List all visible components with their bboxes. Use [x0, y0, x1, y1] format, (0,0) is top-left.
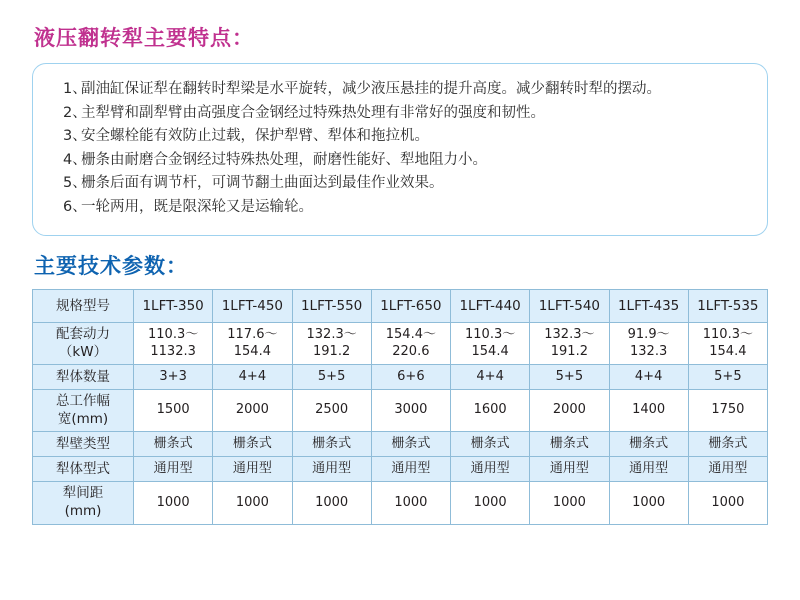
- table-cell: 栅条式: [451, 432, 530, 457]
- feature-number: 3、: [63, 128, 87, 145]
- table-cell: [371, 323, 450, 365]
- table-row: [33, 482, 768, 524]
- cell-line1: 110.3～: [465, 326, 516, 342]
- table-cell: 1000: [213, 482, 292, 524]
- feature-number: 6、: [63, 198, 87, 215]
- table-cell: [688, 323, 767, 365]
- table-cell: 3+3: [134, 365, 213, 390]
- feature-item: [63, 196, 745, 219]
- feature-item: [63, 149, 745, 172]
- table-header-cell: 1LFT-440: [451, 290, 530, 323]
- cell-line1: 132.3～: [544, 326, 595, 342]
- feature-text: 栅条后面有调节杆，可调节翻土曲面达到最佳作业效果。: [81, 175, 444, 192]
- feature-item: [63, 78, 745, 101]
- table-cell: 1000: [609, 482, 688, 524]
- table-cell: [530, 323, 609, 365]
- cell-line1: 154.4～: [385, 326, 436, 342]
- table-cell: 1000: [530, 482, 609, 524]
- row-label-line1: 犁间距: [62, 485, 104, 502]
- table-cell: 栅条式: [292, 432, 371, 457]
- table-cell: 通用型: [451, 457, 530, 482]
- row-label-line2: (mm): [64, 503, 102, 520]
- features-box: [32, 63, 768, 236]
- table-cell: 3000: [371, 390, 450, 432]
- table-header-cell: 1LFT-535: [688, 290, 767, 323]
- table-cell: 1000: [292, 482, 371, 524]
- row-label: [33, 482, 134, 524]
- row-label-line2: （kW）: [58, 343, 108, 360]
- table-cell: [292, 323, 371, 365]
- row-label: 犁壁类型: [33, 432, 134, 457]
- cell-line1: 91.9～: [627, 326, 670, 342]
- cell-line2: 1132.3: [150, 343, 196, 359]
- row-label-line1: 总工作幅: [56, 393, 110, 410]
- table-cell: 通用型: [134, 457, 213, 482]
- table-cell: 1400: [609, 390, 688, 432]
- table-row: [33, 365, 768, 390]
- cell-line2: 191.2: [550, 343, 588, 359]
- table-cell: 栅条式: [371, 432, 450, 457]
- cell-line2: 154.4: [471, 343, 509, 359]
- section-title-specs: 主要技术参数：: [34, 254, 188, 279]
- table-cell: 1750: [688, 390, 767, 432]
- table-cell: 1000: [134, 482, 213, 524]
- feature-item: [63, 102, 745, 125]
- cell-line2: 220.6: [392, 343, 430, 359]
- cell-line2: 132.3: [630, 343, 668, 359]
- table-row: [33, 323, 768, 365]
- table-cell: 1500: [134, 390, 213, 432]
- table-cell: 1000: [371, 482, 450, 524]
- feature-text: 主犁臂和副犁臂由高强度合金钢经过特殊热处理有非常好的强度和韧性。: [81, 104, 545, 121]
- cell-line2: 154.4: [233, 343, 271, 359]
- table-cell: 栅条式: [213, 432, 292, 457]
- table-cell: 通用型: [688, 457, 767, 482]
- table-header-row: [33, 290, 768, 323]
- row-label: 犁体数量: [33, 365, 134, 390]
- table-cell: 4+4: [213, 365, 292, 390]
- table-cell: 5+5: [688, 365, 767, 390]
- table-row: [33, 432, 768, 457]
- table-cell: [451, 323, 530, 365]
- cell-line2: 154.4: [709, 343, 747, 359]
- table-cell: 5+5: [530, 365, 609, 390]
- table-cell: 1000: [451, 482, 530, 524]
- feature-text: 栅条由耐磨合金钢经过特殊热处理，耐磨性能好、犁地阻力小。: [81, 151, 487, 168]
- row-label: 犁体型式: [33, 457, 134, 482]
- section-title-features: 液压翻转犁主要特点：: [34, 26, 254, 50]
- table-cell: 6+6: [371, 365, 450, 390]
- table-cell: 栅条式: [530, 432, 609, 457]
- table-header-cell: 1LFT-435: [609, 290, 688, 323]
- table-header-cell: 1LFT-350: [134, 290, 213, 323]
- cell-line1: 117.6～: [227, 326, 278, 342]
- feature-item: [63, 125, 745, 148]
- table-cell: 2000: [213, 390, 292, 432]
- table-cell: [213, 323, 292, 365]
- cell-line1: 132.3～: [306, 326, 357, 342]
- feature-number: 1、: [63, 81, 87, 98]
- row-label: [33, 390, 134, 432]
- row-label-line1: 配套动力: [56, 326, 110, 343]
- feature-item: [63, 172, 745, 195]
- row-label: [33, 323, 134, 365]
- table-cell: [134, 323, 213, 365]
- cell-line1: 110.3～: [148, 326, 199, 342]
- table-cell: 通用型: [371, 457, 450, 482]
- table-header-cell: 1LFT-550: [292, 290, 371, 323]
- feature-number: 5、: [63, 175, 87, 192]
- table-row: [33, 457, 768, 482]
- table-cell: 通用型: [292, 457, 371, 482]
- table-row: [33, 390, 768, 432]
- feature-number: 4、: [63, 151, 87, 168]
- table-header-cell: 1LFT-540: [530, 290, 609, 323]
- table-cell: 2000: [530, 390, 609, 432]
- table-cell: 2500: [292, 390, 371, 432]
- cell-line1: 110.3～: [702, 326, 753, 342]
- table-cell: 通用型: [530, 457, 609, 482]
- table-cell: 1600: [451, 390, 530, 432]
- table-cell: 4+4: [451, 365, 530, 390]
- table-cell: 通用型: [213, 457, 292, 482]
- feature-number: 2、: [63, 104, 87, 121]
- cell-line2: 191.2: [313, 343, 351, 359]
- feature-text: 一轮两用，既是限深轮又是运输轮。: [81, 198, 313, 215]
- table-header-cell: 1LFT-450: [213, 290, 292, 323]
- table-header-cell: 规格型号: [33, 290, 134, 323]
- table-cell: 栅条式: [134, 432, 213, 457]
- table-header-cell: 1LFT-650: [371, 290, 450, 323]
- table-cell: 1000: [688, 482, 767, 524]
- table-cell: 5+5: [292, 365, 371, 390]
- feature-text: 安全螺栓能有效防止过载，保护犁臂、犁体和拖拉机。: [81, 128, 429, 145]
- specifications-table: [32, 289, 768, 524]
- table-cell: 通用型: [609, 457, 688, 482]
- table-cell: 栅条式: [688, 432, 767, 457]
- row-label-line2: 宽(mm): [57, 410, 109, 427]
- table-cell: 4+4: [609, 365, 688, 390]
- table-cell: [609, 323, 688, 365]
- table-cell: 栅条式: [609, 432, 688, 457]
- feature-text: 副油缸保证犁在翻转时犁梁是水平旋转，减少液压悬挂的提升高度。减少翻转时犁的摆动。: [81, 81, 661, 98]
